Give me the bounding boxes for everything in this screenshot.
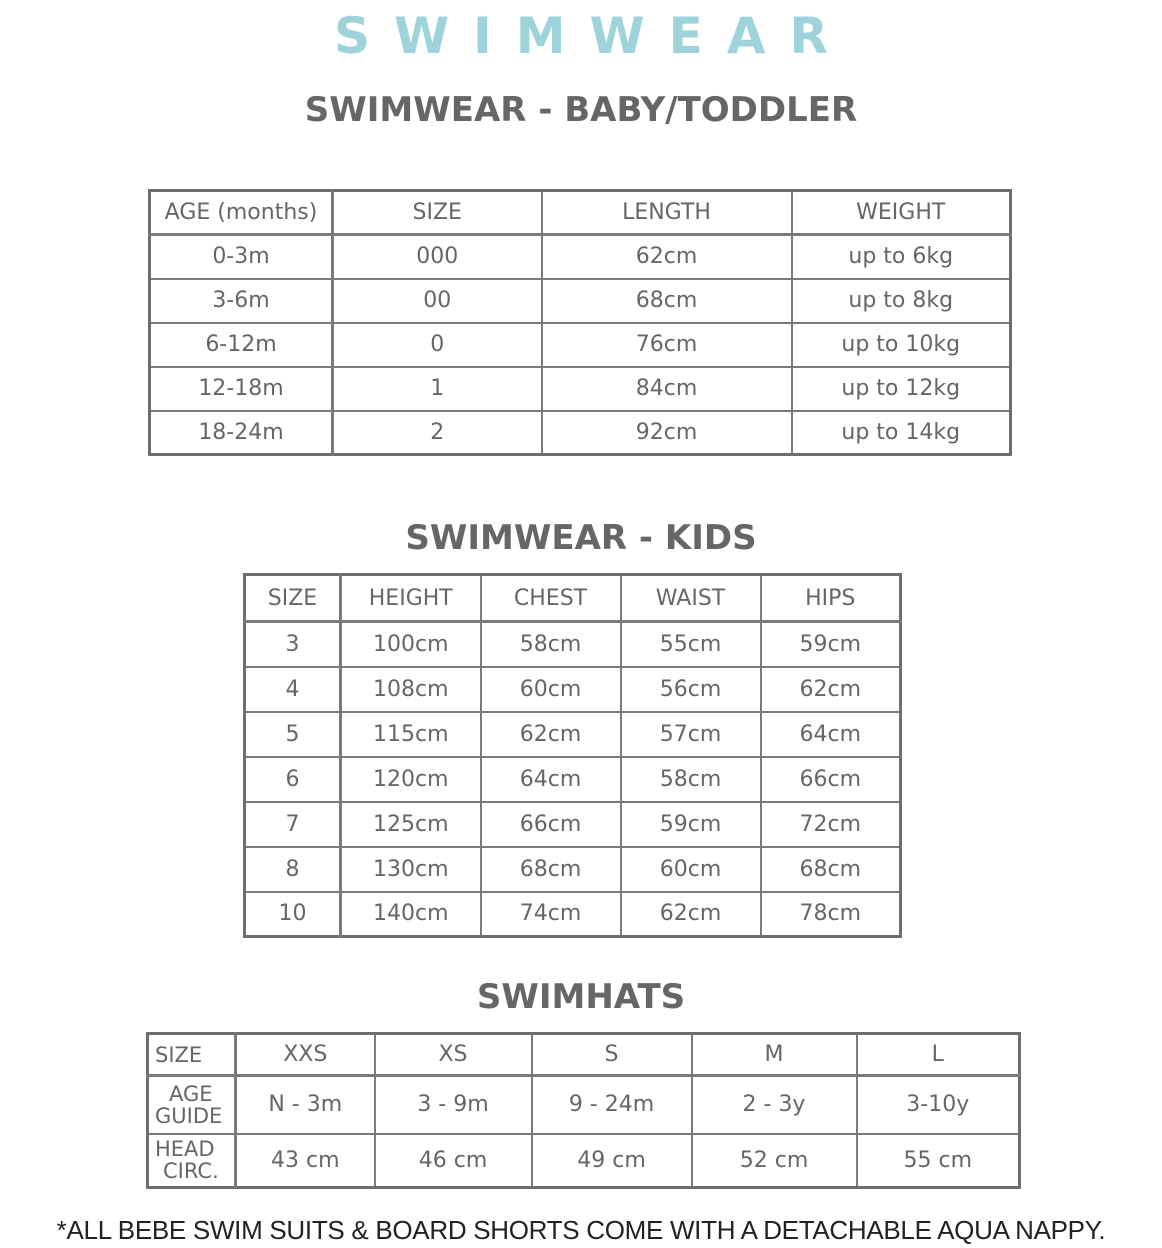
- table-cell: 62cm: [542, 235, 792, 279]
- table-cell: 58cm: [481, 622, 621, 667]
- table-cell: 64cm: [761, 712, 901, 757]
- table-cell: 100cm: [341, 622, 481, 667]
- table-cell: 60cm: [481, 667, 621, 712]
- table-cell: 10: [245, 892, 341, 937]
- table-cell: 64cm: [481, 757, 621, 802]
- table-cell: 6-12m: [150, 323, 333, 367]
- page-title: SWIMWEAR: [333, 7, 853, 65]
- column-header: M: [692, 1034, 857, 1076]
- table-row: [245, 757, 901, 802]
- table-row: [150, 411, 1011, 455]
- table-cell: 108cm: [341, 667, 481, 712]
- table-cell: 12-18m: [150, 367, 333, 411]
- footnote: *ALL BEBE SWIM SUITS & BOARD SHORTS COME WITH A DETACHABLE AQUA NAPPY.: [56, 1215, 1106, 1245]
- table-cell: 62cm: [621, 892, 761, 937]
- table-cell: 59cm: [621, 802, 761, 847]
- baby-toddler-title: SWIMWEAR - BABY/TODDLER: [304, 90, 858, 130]
- table-row: [245, 622, 901, 667]
- table-cell: 2 - 3y: [692, 1076, 857, 1134]
- row-header-age-guide: [148, 1076, 236, 1134]
- column-header: XS: [375, 1034, 532, 1076]
- row-header-size: SIZE: [148, 1034, 236, 1076]
- table-cell: 62cm: [761, 667, 901, 712]
- table-cell: 0: [333, 323, 542, 367]
- table-row: [245, 667, 901, 712]
- column-header: S: [532, 1034, 692, 1076]
- row-header-head-circ: [148, 1134, 236, 1188]
- table-cell: 84cm: [542, 367, 792, 411]
- table-cell: 1: [333, 367, 542, 411]
- column-header: WEIGHT: [792, 191, 1011, 235]
- table-cell: 68cm: [761, 847, 901, 892]
- table-row: [245, 847, 901, 892]
- table-cell: 9 - 24m: [532, 1076, 692, 1134]
- table-row: [148, 1134, 1020, 1188]
- column-header: WAIST: [621, 575, 761, 622]
- table-cell: 18-24m: [150, 411, 333, 455]
- column-header: HEIGHT: [341, 575, 481, 622]
- table-cell: 78cm: [761, 892, 901, 937]
- table-cell: 6: [245, 757, 341, 802]
- row-header-line: HEAD: [155, 1137, 215, 1162]
- kids-title: SWIMWEAR - KIDS: [405, 518, 757, 558]
- swimhats-title: SWIMHATS: [476, 977, 686, 1017]
- table-cell: 0-3m: [150, 235, 333, 279]
- table-cell: 8: [245, 847, 341, 892]
- table-cell: 130cm: [341, 847, 481, 892]
- table-cell: 52 cm: [692, 1134, 857, 1188]
- table-header-row: [150, 191, 1011, 235]
- table-header-row: [245, 575, 901, 622]
- table-cell: 68cm: [481, 847, 621, 892]
- table-cell: N - 3m: [236, 1076, 375, 1134]
- table-row: [148, 1076, 1020, 1134]
- table-row: [150, 323, 1011, 367]
- table-cell: 66cm: [481, 802, 621, 847]
- table-cell: 57cm: [621, 712, 761, 757]
- table-cell: 56cm: [621, 667, 761, 712]
- table-cell: 125cm: [341, 802, 481, 847]
- table-cell: 68cm: [542, 279, 792, 323]
- table-row: [245, 712, 901, 757]
- table-cell: 92cm: [542, 411, 792, 455]
- table-row: [245, 802, 901, 847]
- table-cell: 3 - 9m: [375, 1076, 532, 1134]
- table-cell: 120cm: [341, 757, 481, 802]
- column-header: XXS: [236, 1034, 375, 1076]
- column-header: CHEST: [481, 575, 621, 622]
- table-cell: 59cm: [761, 622, 901, 667]
- row-header-line: CIRC.: [163, 1159, 219, 1184]
- table-cell: 74cm: [481, 892, 621, 937]
- table-row: [150, 235, 1011, 279]
- table-cell: 55 cm: [857, 1134, 1020, 1188]
- table-cell: 00: [333, 279, 542, 323]
- table-row: [150, 279, 1011, 323]
- table-row: [150, 367, 1011, 411]
- swimhats-size-table: [146, 1032, 1021, 1189]
- table-cell: 140cm: [341, 892, 481, 937]
- row-header-line: GUIDE: [155, 1103, 223, 1128]
- table-cell: 58cm: [621, 757, 761, 802]
- table-cell: 000: [333, 235, 542, 279]
- row-header-line: AGE: [169, 1081, 213, 1106]
- table-cell: 115cm: [341, 712, 481, 757]
- table-cell: 62cm: [481, 712, 621, 757]
- table-cell: 66cm: [761, 757, 901, 802]
- table-cell: up to 10kg: [792, 323, 1011, 367]
- kids-size-table: [243, 573, 902, 938]
- column-header: HIPS: [761, 575, 901, 622]
- table-cell: 4: [245, 667, 341, 712]
- table-cell: 3-6m: [150, 279, 333, 323]
- table-cell: 3-10y: [857, 1076, 1020, 1134]
- table-cell: up to 8kg: [792, 279, 1011, 323]
- table-cell: 55cm: [621, 622, 761, 667]
- table-cell: up to 6kg: [792, 235, 1011, 279]
- column-header: L: [857, 1034, 1020, 1076]
- table-cell: 43 cm: [236, 1134, 375, 1188]
- table-cell: 3: [245, 622, 341, 667]
- table-cell: 72cm: [761, 802, 901, 847]
- table-cell: 60cm: [621, 847, 761, 892]
- table-cell: 5: [245, 712, 341, 757]
- baby-toddler-size-table: [148, 189, 1012, 456]
- table-row: [245, 892, 901, 937]
- column-header: LENGTH: [542, 191, 792, 235]
- table-header-row: [148, 1034, 1020, 1076]
- column-header: AGE (months): [150, 191, 333, 235]
- table-cell: up to 12kg: [792, 367, 1011, 411]
- table-cell: 49 cm: [532, 1134, 692, 1188]
- table-cell: up to 14kg: [792, 411, 1011, 455]
- table-cell: 76cm: [542, 323, 792, 367]
- table-cell: 46 cm: [375, 1134, 532, 1188]
- table-cell: 2: [333, 411, 542, 455]
- column-header: SIZE: [245, 575, 341, 622]
- table-cell: 7: [245, 802, 341, 847]
- column-header: SIZE: [333, 191, 542, 235]
